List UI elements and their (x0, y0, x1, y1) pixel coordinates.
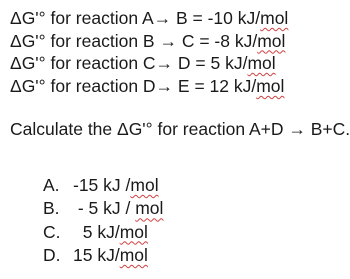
choice-unit: mol (119, 221, 148, 242)
reaction-line (10, 31, 288, 51)
choice-letter: A. (43, 175, 60, 195)
answer-choices (43, 175, 163, 268)
choice-d (43, 245, 163, 268)
choice-letter: B. (43, 198, 60, 219)
question-products: B+C. (305, 119, 350, 139)
reaction-text: ΔG'° for reaction D (10, 75, 156, 96)
reaction-line (10, 76, 288, 96)
choice-b (43, 198, 163, 221)
choice-a (43, 175, 163, 198)
reaction-list (10, 8, 288, 98)
choice-value: - 5 kJ / (73, 198, 136, 219)
choice-c (43, 222, 163, 245)
reaction-value: B = -10 kJ/ (171, 8, 261, 28)
choice-value: 15 kJ/ (73, 244, 120, 265)
reaction-line (10, 8, 288, 28)
reaction-text: ΔG'° for reaction C (10, 53, 156, 74)
arrow-icon: → (153, 8, 172, 28)
reaction-value: D = 5 kJ/ (173, 53, 248, 74)
choice-unit: mol (119, 244, 148, 265)
arrow-icon: → (155, 53, 174, 74)
reaction-text: ΔG'° for reaction B (10, 30, 160, 51)
choice-unit: mol (130, 175, 159, 195)
reaction-unit: mol (257, 30, 286, 51)
choice-unit: mol (135, 198, 164, 219)
choice-value: -15 kJ / (73, 175, 131, 195)
reaction-unit: mol (247, 53, 276, 74)
reaction-line (10, 53, 288, 73)
question-body: Calculate the ΔG'° for reaction A+D (10, 119, 289, 139)
choice-value: 5 kJ/ (73, 221, 120, 242)
arrow-icon: → (155, 75, 174, 96)
choice-letter: D. (43, 244, 61, 265)
reaction-value: E = 12 kJ/ (173, 75, 257, 96)
reaction-text: ΔG'° for reaction A (10, 8, 154, 28)
reaction-unit: mol (256, 75, 285, 96)
arrow-icon: → (288, 119, 306, 139)
reaction-value: C = -8 kJ/ (176, 30, 258, 51)
question-text (10, 119, 350, 139)
reaction-unit: mol (260, 8, 289, 28)
arrow-icon: → (159, 30, 177, 51)
choice-letter: C. (43, 221, 61, 242)
